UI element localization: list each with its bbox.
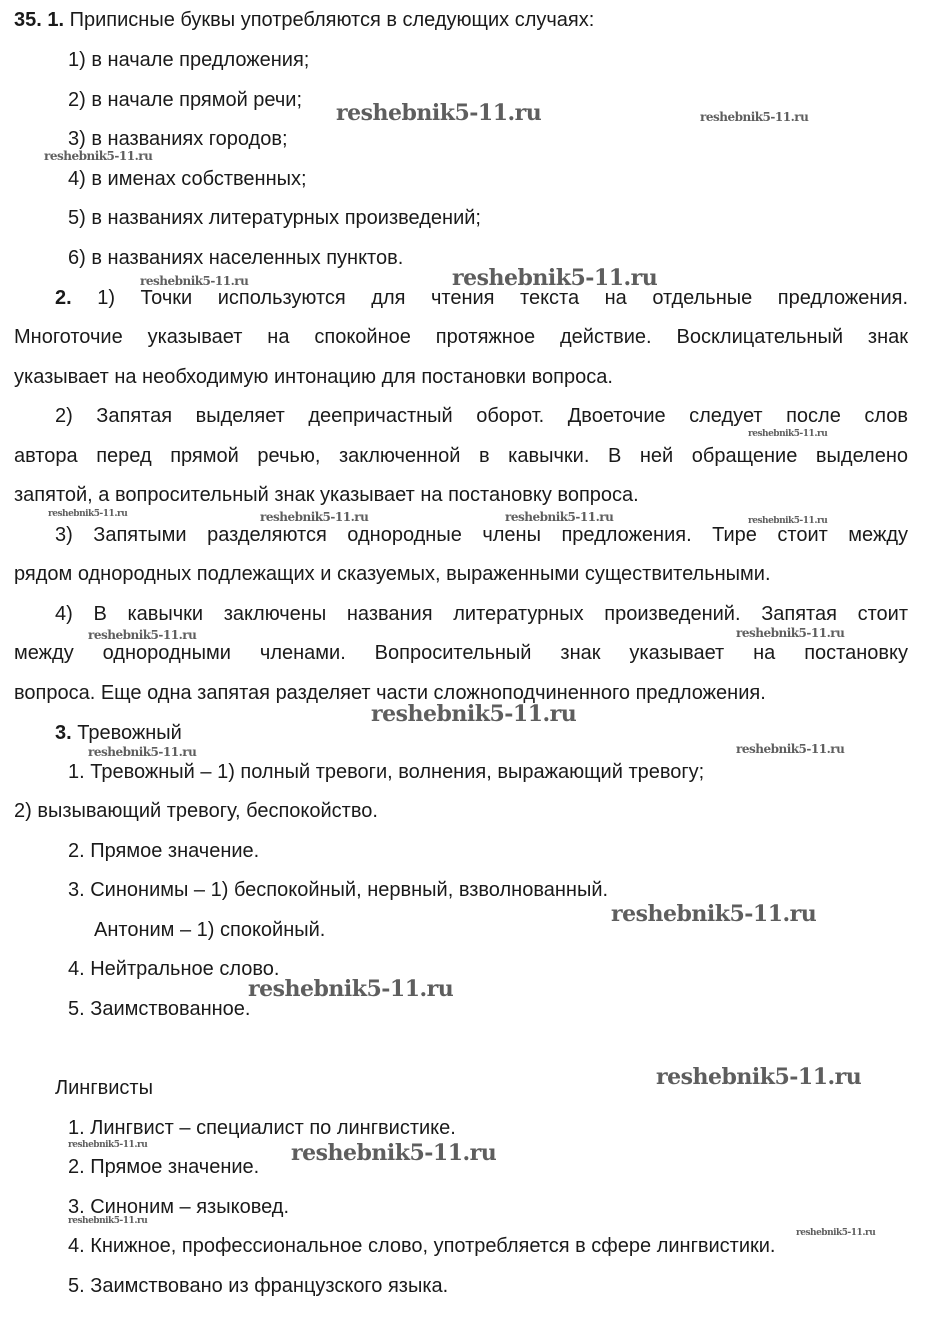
section-1-item: 4) в именах собственных; (68, 168, 307, 190)
section-1-title: Приписные буквы употребляются в следующих случаях: (64, 9, 595, 31)
watermark: reshebnik5-11.ru (505, 510, 614, 524)
watermark: reshebnik5-11.ru (796, 1228, 876, 1238)
section-1-item: 3) в названиях городов; (68, 128, 288, 150)
section-3-item: Антоним – 1) спокойный. (94, 919, 326, 941)
section-3-item: 5. Заимствованное. (68, 998, 251, 1020)
section-3-item: 2) вызывающий тревогу, беспокойство. (14, 800, 378, 822)
watermark: reshebnik5-11.ru (748, 516, 828, 526)
section-2-line: рядом однородных подлежащих и сказуемых, выраженными существительными. (14, 563, 771, 585)
section-1-item: 5) в названиях литературных произведений; (68, 207, 481, 229)
section-3-item: 1. Тревожный – 1) полный тревоги, волнения, выражающий тревогу; (68, 761, 705, 783)
section-2-text: 4) В кавычки заключены названия литературных произведений. Запятая стоит (55, 603, 908, 625)
section-3-heading (55, 721, 182, 745)
section-2-text: Многоточие указывает на спокойное протяжное действие. Восклицательный знак (14, 326, 908, 348)
section-2-line (14, 444, 908, 468)
section-2-line (14, 325, 908, 349)
section-4-item: 1. Лингвист – специалист по лингвистике. (68, 1117, 456, 1139)
section-2-line (55, 286, 908, 310)
section-3-item: 2. Прямое значение. (68, 840, 260, 862)
watermark: reshebnik5-11.ru (656, 1064, 862, 1090)
section-4-item: 2. Прямое значение. (68, 1156, 260, 1178)
section-2-number: 2. (55, 287, 72, 309)
section-1-item: 2) в начале прямой речи; (68, 89, 303, 111)
watermark: reshebnik5-11.ru (452, 265, 658, 291)
section-4-item: 5. Заимствовано из французского языка. (68, 1275, 449, 1297)
section-4-heading: Лингвисты (55, 1077, 153, 1099)
watermark: reshebnik5-11.ru (88, 628, 197, 642)
section-2-text: между однородными членами. Вопросительный знак указывает на постановку (14, 642, 908, 664)
section-1-item: 6) в названиях населенных пунктов. (68, 247, 404, 269)
section-3-item: 4. Нейтральное слово. (68, 958, 280, 980)
watermark: reshebnik5-11.ru (736, 626, 845, 640)
section-2-text: 1) Точки используются для чтения текста на отдельные предложения. (71, 287, 908, 309)
section-2-line: вопроса. Еще одна запятая разделяет части сложноподчиненного предложения. (14, 682, 766, 704)
watermark: reshebnik5-11.ru (48, 509, 128, 519)
watermark: reshebnik5-11.ru (68, 1140, 148, 1150)
section-4-item: 4. Книжное, профессиональное слово, употребляется в сфере лингвистики. (68, 1235, 776, 1257)
section-1-number: 35. 1. (14, 9, 65, 31)
watermark: reshebnik5-11.ru (371, 701, 577, 727)
section-2-line (14, 641, 908, 665)
watermark: reshebnik5-11.ru (44, 149, 153, 163)
section-4-item: 3. Синоним – языковед. (68, 1196, 290, 1218)
watermark: reshebnik5-11.ru (88, 745, 197, 759)
section-1-item: 1) в начале предложения; (68, 49, 310, 71)
watermark: reshebnik5-11.ru (68, 1216, 148, 1226)
watermark: reshebnik5-11.ru (336, 100, 542, 126)
section-2-line: запятой, а вопросительный знак указывает на постановку вопроса. (14, 484, 639, 506)
section-2-text: автора перед прямой речью, заключенной в кавычки. В ней обращение выделено (14, 445, 908, 467)
section-2-text: 3) Запятыми разделяются однородные члены предложения. Тире стоит между (55, 524, 908, 546)
watermark: reshebnik5-11.ru (291, 1140, 497, 1166)
watermark: reshebnik5-11.ru (611, 901, 817, 927)
section-2-line (55, 523, 908, 547)
section-3-item: 3. Синонимы – 1) беспокойный, нервный, взволнованный. (68, 879, 609, 901)
watermark: reshebnik5-11.ru (140, 274, 249, 288)
section-2-line (55, 404, 908, 428)
section-3-word: Тревожный (71, 722, 182, 744)
section-2-text: 2) Запятая выделяет деепричастный оборот. Двоеточие следует после слов (55, 405, 908, 427)
watermark: reshebnik5-11.ru (748, 429, 828, 439)
watermark: reshebnik5-11.ru (700, 110, 809, 124)
section-2-line: указывает на необходимую интонацию для постановки вопроса. (14, 366, 613, 388)
watermark: reshebnik5-11.ru (736, 742, 845, 756)
section-2-line (55, 602, 908, 626)
watermark: reshebnik5-11.ru (248, 976, 454, 1002)
watermark: reshebnik5-11.ru (260, 510, 369, 524)
section-3-number: 3. (55, 722, 72, 744)
section-1-heading (14, 8, 594, 32)
